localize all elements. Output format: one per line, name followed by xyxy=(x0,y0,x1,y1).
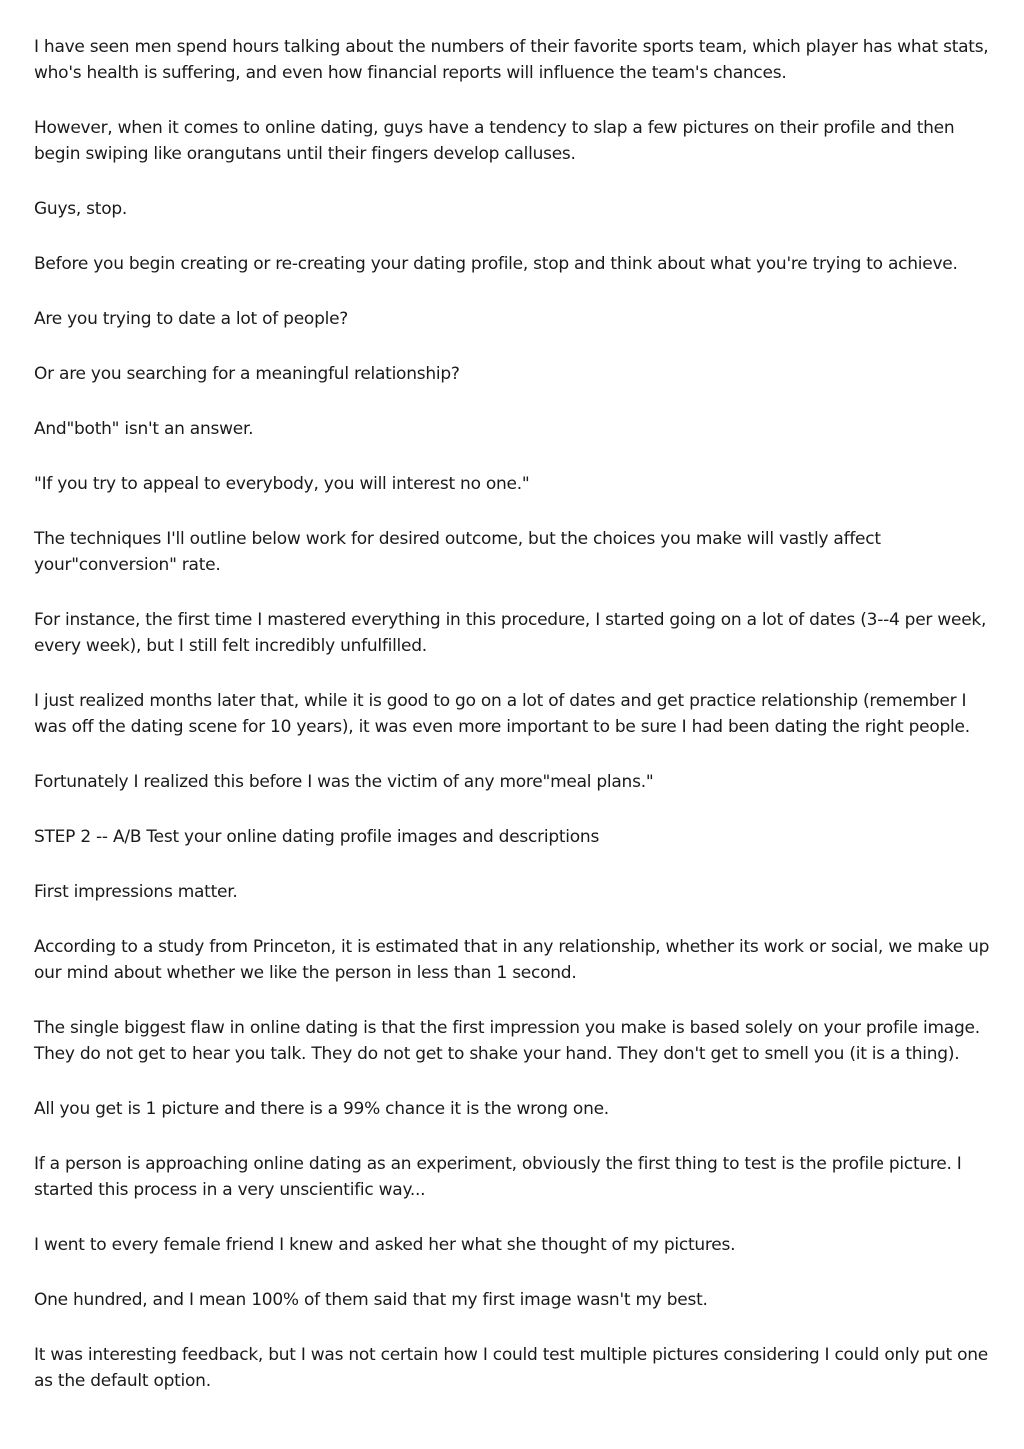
paragraph-experiment: If a person is approaching online dating as an experiment, obviously the first thing to test is the profile picture. I started this process in a very unscientific way... xyxy=(34,1154,962,1200)
paragraph-female-friend: I went to every female friend I knew and asked her what she thought of my pictures. xyxy=(34,1235,736,1255)
section-heading-step-2: STEP 2 -- A/B Test your online dating profile images and descriptions xyxy=(34,827,600,847)
paragraph-princeton-study: According to a study from Princeton, it is estimated that in any relationship, whether its work or social, we make up our mind about whether we like the person in less than 1 second. xyxy=(34,937,990,983)
paragraph-biggest-flaw: The single biggest flaw in online dating is that the first impression you make is based solely on your profile image. They do not get to hear you talk. They do not get to shake your hand. They don't get to smell you (it is a thing). xyxy=(34,1018,980,1064)
paragraph-before-you-begin: Before you begin creating or re-creating your dating profile, stop and think about what you're trying to achieve. xyxy=(34,254,958,274)
paragraph-meal-plans: Fortunately I realized this before I was the victim of any more"meal plans." xyxy=(34,772,654,792)
paragraph-quote-appeal: "If you try to appeal to everybody, you will interest no one." xyxy=(34,474,530,494)
paragraph-one-picture: All you get is 1 picture and there is a 99% chance it is the wrong one. xyxy=(34,1099,609,1119)
paragraph-realized-months-later: I just realized months later that, while it is good to go on a lot of dates and get practice relationship (remember I was off the dating scene for 10 years), it was even more important to be sure I had been dating the right people. xyxy=(34,691,970,737)
paragraph-techniques: The techniques I'll outline below work for desired outcome, but the choices you make will vastly affect your"conversion" rate. xyxy=(34,529,881,575)
article-body xyxy=(34,34,996,1423)
paragraph-first-time-mastered: For instance, the first time I mastered everything in this procedure, I started going on a lot of dates (3--4 per week, every week), but I still felt incredibly unfulfilled. xyxy=(34,610,987,656)
paragraph-guys-stop: Guys, stop. xyxy=(34,199,128,219)
paragraph-meaningful-relationship: Or are you searching for a meaningful relationship? xyxy=(34,364,460,384)
paragraph-online-dating-swiping: However, when it comes to online dating, guys have a tendency to slap a few pictures on their profile and then begin swiping like orangutans until their fingers develop calluses. xyxy=(34,118,955,164)
paragraph-date-a-lot: Are you trying to date a lot of people? xyxy=(34,309,349,329)
paragraph-sports-numbers: I have seen men spend hours talking about the numbers of their favorite sports team, which player has what stats, who's health is suffering, and even how financial reports will influence the team's chances. xyxy=(34,37,989,83)
paragraph-first-impressions: First impressions matter. xyxy=(34,882,238,902)
paragraph-interesting-feedback: It was interesting feedback, but I was not certain how I could test multiple pictures considering I could only put one as the default option. xyxy=(34,1345,989,1391)
paragraph-one-hundred-percent: One hundred, and I mean 100% of them said that my first image wasn't my best. xyxy=(34,1290,708,1310)
paragraph-both-not-answer: And"both" isn't an answer. xyxy=(34,419,254,439)
